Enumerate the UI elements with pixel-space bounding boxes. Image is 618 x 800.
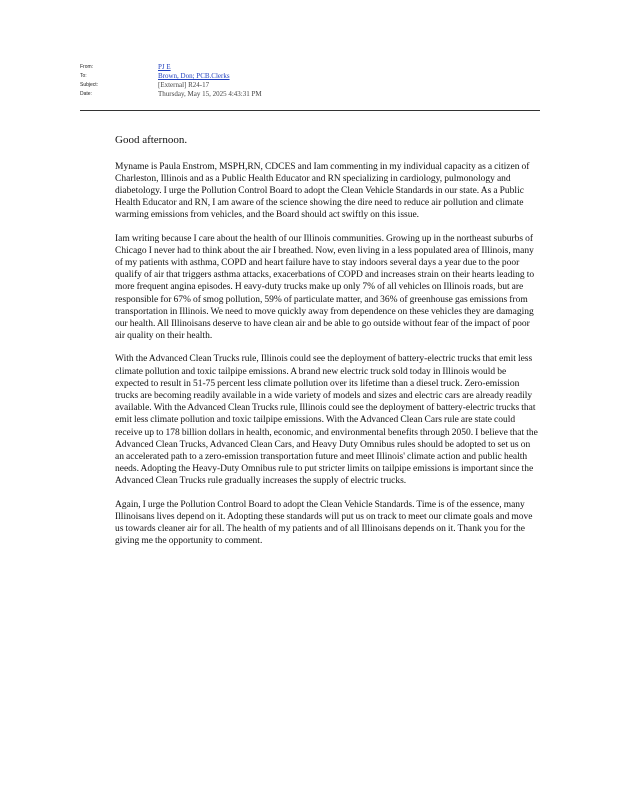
paragraph-health: Iam writing because I care about the health of our Illinois communities. Growing up in the northeast suburbs of Chicago I never had to think about the air I breathed. Now, even living in a less populated area of Illinois, many of my patients with asthma, COPD and heart failure have to stay indoors several days a year due to the poor qualify of air that triggers asthma attacks, exacerbations of COPD and increases strain on their hearts leading to more frequent angina episodes. H eavy-duty trucks make up only 7% of all vehicles on Illinois roads, but are responsible for 67% of smog pollution, 59% of particulate matter, and 36% of greenhouse gas emissions from transportation in Illinois. We need to move quickly away from dependence on these vehicles they are damaging our health. All Illinoisans deserve to have clean air and be able to go outside without fear of the impact of poor air quality on their health.	[115, 233, 535, 342]
date-value: Thursday, May 15, 2025 4:43:31 PM	[158, 90, 262, 98]
date-label: Date:	[80, 91, 92, 97]
greeting: Good afternoon.	[115, 134, 188, 146]
subject-row	[80, 81, 540, 90]
subject-value: [External] R24-17	[158, 81, 210, 89]
from-link[interactable]: PJ E	[158, 63, 171, 71]
subject-label: Subject:	[80, 82, 99, 88]
to-label: To:	[80, 73, 87, 79]
paragraph-trucks-rule: With the Advanced Clean Trucks rule, Illinois could see the deployment of battery-electric trucks that emit less climate pollution and toxic tailpipe emissions. A brand new electric truck sold today in Illinois would be expected to result in 51-75 percent less climate pollution over its lifetime than a diesel truck. Zero-emission trucks are becoming readily available in a wide variety of models and sizes and electric cars are already readily available. With the Advanced Clean Trucks rule, Illinois could see the deployment of battery-electric trucks that emit less climate pollution and toxic tailpipe emissions. With the Advanced Clean Cars rule are state could receive up to 178 billion dollars in health, economic, and environmental benefits through 2050. I believe that the Advanced Clean Trucks, Advanced Clean Cars, and Heavy Duty Omnibus rules should be adopted to set us on an accelerated path to a zero-emission transportation future and meet Illinois' climate action and public health needs. Adopting the Heavy-Duty Omnibus rule to put stricter limits on tailpipe emissions is important since the Advanced Clean Trucks rule gradually increases the supply of electric trucks.	[115, 354, 538, 487]
paragraph-intro: Myname is Paula Enstrom, MSPH,RN, CDCES and Iam commenting in my individual capacity as a citizen of Charleston, Illinois and as a Public Health Educator and RN specializing in cardiology, pulmonology and diabetology. I urge the Pollution Control Board to adopt the Clean Vehicle Standards in our state. As a Public Health Educator and RN, I am aware of the science showing the dire need to reduce air pollution and climate warming emissions from vehicles, and the Board should act swiftly on this issue.	[115, 161, 530, 221]
paragraph-closing: Again, I urge the Pollution Control Board to adopt the Clean Vehicle Standards. Time is of the essence, many Illinoisans lives depend on it. Adopting these standards will put us on track to meet our climate goals and move us towards cleaner air for all. The health of my patients and of all Illinoisans depends on it. Thank you for the giving me the opportunity to comment.	[115, 499, 533, 547]
email-header	[80, 63, 540, 99]
to-row	[80, 72, 540, 81]
to-link[interactable]: Brown, Don; PCB.Clerks	[158, 72, 230, 80]
from-row	[80, 63, 540, 72]
letter-body	[115, 134, 540, 558]
header-divider	[80, 110, 540, 111]
date-row	[80, 90, 540, 99]
from-label: From:	[80, 64, 94, 70]
